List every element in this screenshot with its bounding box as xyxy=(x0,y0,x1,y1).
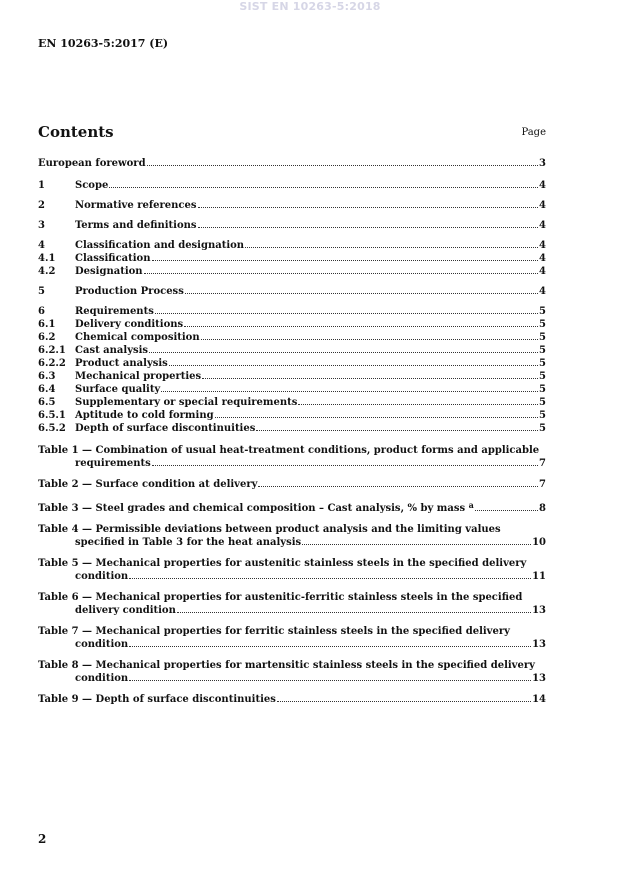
toc-table-entry[interactable] xyxy=(38,625,546,651)
toc-entry[interactable] xyxy=(38,344,546,357)
toc-table-title-line1: Table 4 — Permissible deviations between product analysis and the limiting values xyxy=(38,524,501,535)
toc-entry-page: 4 xyxy=(539,253,546,264)
toc-table-title-line1: Table 8 — Mechanical properties for martensitic stainless steels in the specified delivery xyxy=(38,660,535,671)
toc-entry-title: Classification xyxy=(75,253,151,264)
toc-table-title-line2: condition xyxy=(75,639,129,650)
toc-table-title-line1: Table 5 — Mechanical properties for austenitic stainless steels in the specified delivery xyxy=(38,558,527,569)
toc-entry-number: 6.3 xyxy=(38,371,56,382)
toc-table-title-text: Table 2 — Surface condition at delivery xyxy=(38,479,258,490)
dot-leader xyxy=(184,325,538,327)
toc-entry-title: Delivery conditions xyxy=(75,319,184,330)
toc-entry-page: 5 xyxy=(539,384,546,395)
dot-leader xyxy=(277,700,531,702)
toc-entry-title: Mechanical properties xyxy=(75,371,202,382)
toc-entry-number: 6.2.2 xyxy=(38,358,66,369)
toc-entry-title: Classification and designation xyxy=(75,240,245,251)
toc-table-entry[interactable] xyxy=(38,591,546,617)
dot-leader xyxy=(198,226,539,228)
toc-table-page: 10 xyxy=(532,537,546,548)
toc-entry-title: Requirements xyxy=(75,306,154,317)
toc-entry-number: 6.1 xyxy=(38,319,56,330)
toc-table-entry[interactable] xyxy=(38,659,546,685)
toc-entry[interactable] xyxy=(38,285,546,298)
toc-table-title-text: Table 9 — Depth of surface discontinuities xyxy=(38,694,276,705)
dot-leader xyxy=(144,272,538,274)
toc-table-entry[interactable] xyxy=(38,444,546,470)
toc-table-page: 13 xyxy=(532,605,546,616)
toc-entry-number: 4.2 xyxy=(38,266,56,277)
page-number: 2 xyxy=(38,832,47,846)
dot-leader xyxy=(161,390,538,392)
toc-entry-page: 5 xyxy=(539,319,546,330)
dot-leader xyxy=(475,509,538,511)
toc-table-page: 8 xyxy=(539,503,546,514)
toc-table-page: 7 xyxy=(539,479,546,490)
toc-entry[interactable] xyxy=(38,252,546,265)
toc-entry-page: 4 xyxy=(539,240,546,251)
toc-entry-page: 4 xyxy=(539,200,546,211)
toc-entry-number: 4.1 xyxy=(38,253,56,264)
toc-entry[interactable] xyxy=(38,179,546,192)
toc-table-entry[interactable] xyxy=(38,693,546,706)
toc-entry-title: Scope xyxy=(75,180,109,191)
toc-entry-number: 6.5.1 xyxy=(38,410,66,421)
toc-entry-number: 6 xyxy=(38,306,45,317)
toc-table-page: 13 xyxy=(532,673,546,684)
toc-table-title-line2: condition xyxy=(75,673,129,684)
dot-leader xyxy=(109,186,538,188)
toc-entry-page: 5 xyxy=(539,371,546,382)
page-column-label: Page xyxy=(521,127,546,138)
toc-entry-title: Depth of surface discontinuities xyxy=(75,423,256,434)
toc-entry-page: 4 xyxy=(539,180,546,191)
dot-leader xyxy=(302,543,531,545)
toc-table-title xyxy=(38,693,276,706)
toc-entry[interactable] xyxy=(38,331,546,344)
toc-entry[interactable] xyxy=(38,357,546,370)
dot-leader xyxy=(245,246,538,248)
toc-entry[interactable] xyxy=(38,383,546,396)
toc-entry-number: 1 xyxy=(38,180,45,191)
toc-entry[interactable] xyxy=(38,219,546,232)
dot-leader xyxy=(169,364,538,366)
toc-table-page: 14 xyxy=(532,694,546,705)
toc-entry-page: 5 xyxy=(539,410,546,421)
toc-table-title-line2: specified in Table 3 for the heat analysis xyxy=(75,537,302,548)
toc-entry-number: 6.2.1 xyxy=(38,345,66,356)
toc-entry-number: 6.4 xyxy=(38,384,56,395)
toc-table-title-line2: requirements xyxy=(75,458,151,469)
toc-entry-page: 5 xyxy=(539,332,546,343)
toc-table-page: 11 xyxy=(532,571,546,582)
toc-entry[interactable] xyxy=(38,239,546,252)
toc-entry-number: 6.5.2 xyxy=(38,423,66,434)
toc-table-page: 13 xyxy=(532,639,546,650)
toc-entry-title: Terms and definitions xyxy=(75,220,197,231)
toc-entry-title: Chemical composition xyxy=(75,332,200,343)
toc-entry-page: 4 xyxy=(539,220,546,231)
toc-entry-title: Production Process xyxy=(75,286,184,297)
watermark: SIST EN 10263-5:2018 xyxy=(239,0,381,13)
toc-entry-title: Supplementary or special requirements xyxy=(75,397,298,408)
toc-entry[interactable] xyxy=(38,409,546,422)
footnote-marker: a xyxy=(468,500,474,510)
dot-leader xyxy=(198,206,539,208)
document-id: EN 10263-5:2017 (E) xyxy=(38,37,169,50)
dot-leader xyxy=(149,351,538,353)
toc-table-title-line1: Table 7 — Mechanical properties for ferritic stainless steels in the specified delivery xyxy=(38,626,510,637)
toc-entry-number: 6.5 xyxy=(38,397,56,408)
toc-entry[interactable] xyxy=(38,422,546,435)
toc-entry-title: Product analysis xyxy=(75,358,168,369)
toc-entry[interactable] xyxy=(38,265,546,278)
page-title: Contents xyxy=(38,123,114,141)
toc-entry-page: 4 xyxy=(539,286,546,297)
toc-entry-page: 5 xyxy=(539,358,546,369)
toc-entry-number: 2 xyxy=(38,200,45,211)
dot-leader xyxy=(201,338,538,340)
toc-entry-page: 3 xyxy=(539,158,546,169)
table-of-contents xyxy=(38,157,546,706)
toc-entry-number: 4 xyxy=(38,240,45,251)
dot-leader xyxy=(152,464,538,466)
toc-entry-title: Designation xyxy=(75,266,143,277)
toc-table-entry[interactable] xyxy=(38,523,546,549)
toc-table-title-line1: Table 6 — Mechanical properties for austenitic-ferritic stainless steels in the specified xyxy=(38,592,523,603)
toc-entry[interactable] xyxy=(38,157,546,170)
dot-leader xyxy=(155,312,538,314)
toc-table-title-line2: condition xyxy=(75,571,129,582)
dot-leader xyxy=(152,259,539,261)
toc-entry-title: Surface quality xyxy=(75,384,161,395)
toc-entry[interactable] xyxy=(38,305,546,318)
toc-entry-page: 5 xyxy=(539,345,546,356)
dot-leader xyxy=(215,416,538,418)
toc-entry[interactable] xyxy=(38,318,546,331)
toc-table-title xyxy=(38,499,474,515)
dot-leader xyxy=(147,164,538,166)
toc-entry-page: 5 xyxy=(539,306,546,317)
toc-entry-title: European foreword xyxy=(38,158,146,169)
toc-entry-number: 3 xyxy=(38,220,45,231)
toc-entry-number: 6.2 xyxy=(38,332,56,343)
toc-entry-title: Normative references xyxy=(75,200,197,211)
toc-table-entry[interactable] xyxy=(38,478,546,491)
toc-entry-number: 5 xyxy=(38,286,45,297)
toc-entry[interactable] xyxy=(38,199,546,212)
toc-entry-page: 4 xyxy=(539,266,546,277)
toc-entry[interactable] xyxy=(38,370,546,383)
toc-table-entry[interactable] xyxy=(38,499,546,515)
toc-table-title xyxy=(38,478,257,491)
dot-leader xyxy=(129,645,531,647)
toc-table-title-line1: Table 1 — Combination of usual heat-treatment conditions, product forms and applicable xyxy=(38,445,540,456)
toc-table-entry[interactable] xyxy=(38,557,546,583)
toc-table-title-line2: delivery condition xyxy=(75,605,176,616)
toc-table-page: 7 xyxy=(539,458,546,469)
toc-entry-title: Cast analysis xyxy=(75,345,149,356)
dot-leader xyxy=(202,377,538,379)
dot-leader xyxy=(129,679,531,681)
dot-leader xyxy=(177,611,531,613)
dot-leader xyxy=(185,292,538,294)
dot-leader xyxy=(298,403,538,405)
toc-entry-page: 5 xyxy=(539,423,546,434)
dot-leader xyxy=(129,577,531,579)
toc-entry-page: 5 xyxy=(539,397,546,408)
toc-table-title-text: Table 3 — Steel grades and chemical composition – Cast analysis, % by mass xyxy=(38,503,466,514)
toc-entry-title: Aptitude to cold forming xyxy=(75,410,214,421)
dot-leader xyxy=(258,485,538,487)
toc-entry[interactable] xyxy=(38,396,546,409)
dot-leader xyxy=(256,429,538,431)
